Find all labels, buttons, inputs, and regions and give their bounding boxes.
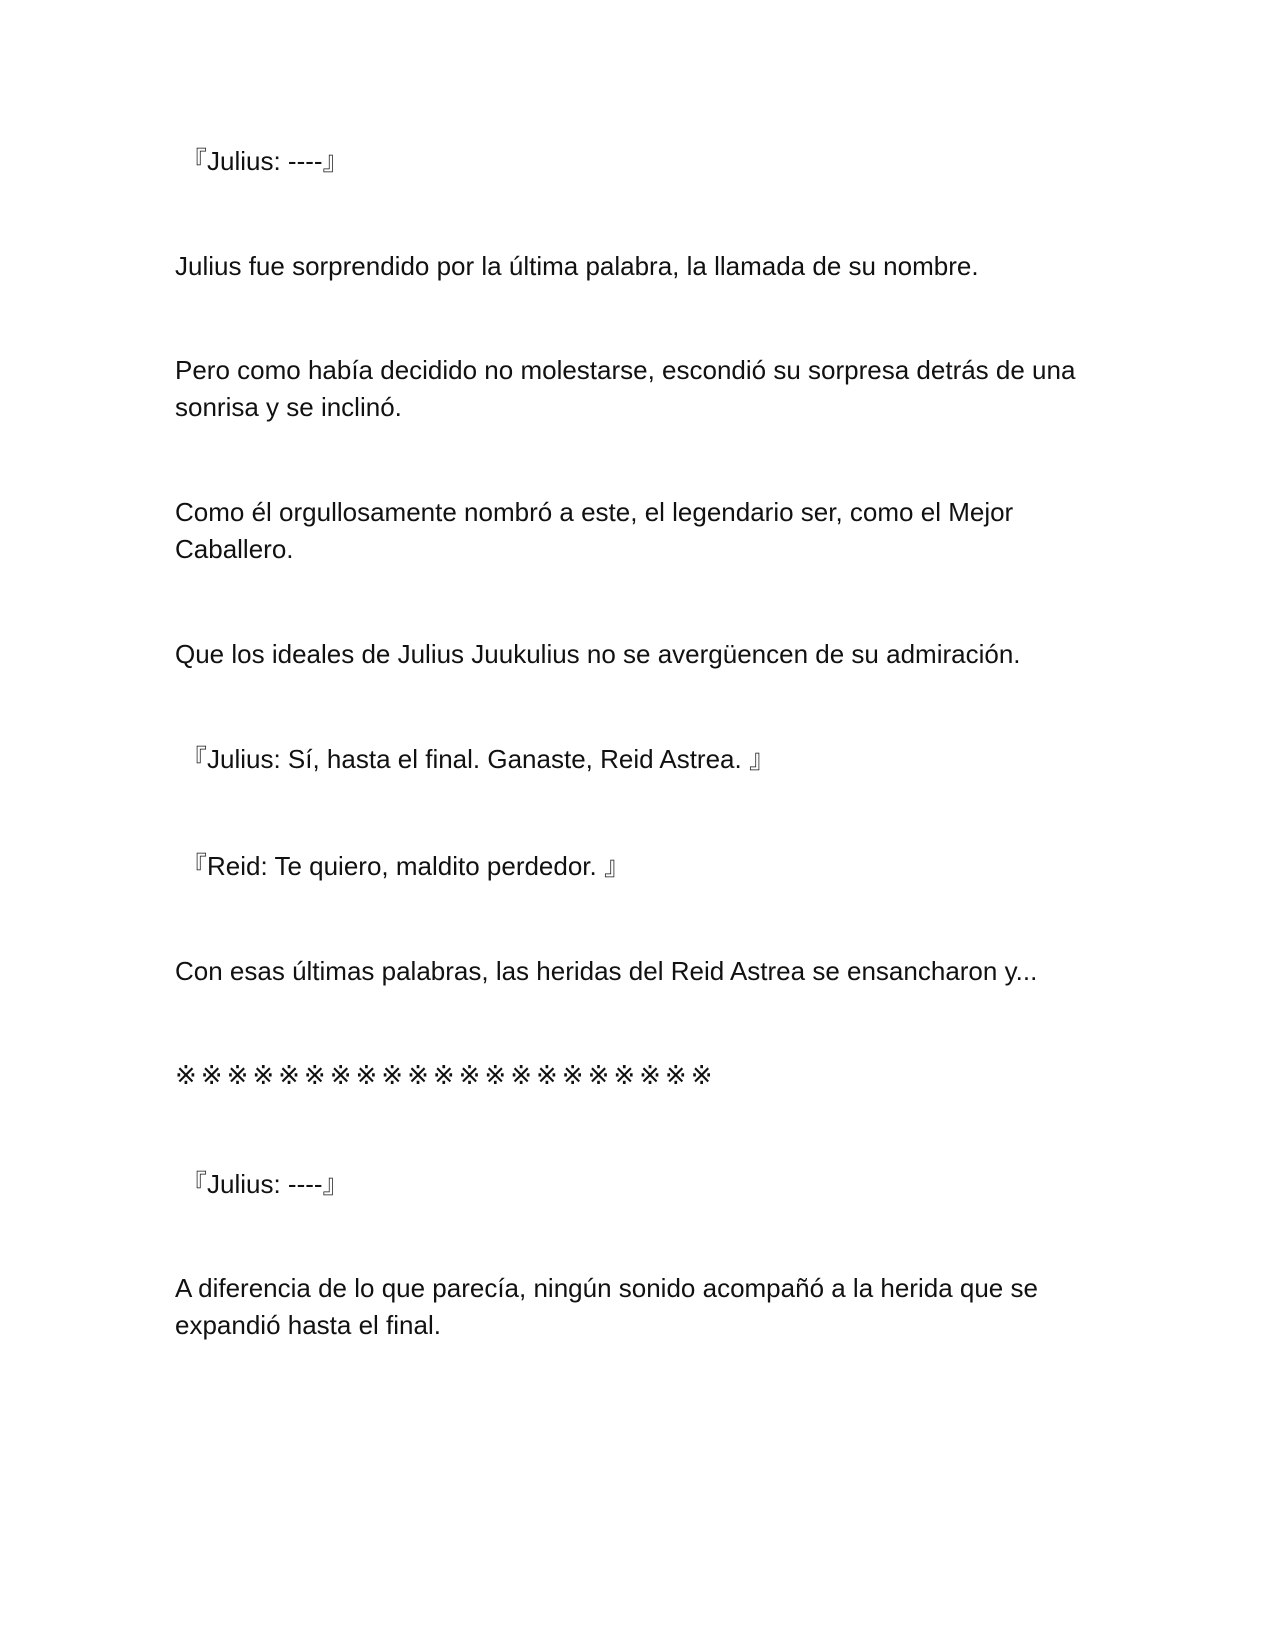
scene-separator: ※※※※※※※※※※※※※※※※※※※※※	[175, 1061, 717, 1091]
paragraph: Pero como había decidido no molestarse, escondió su sorpresa detrás de una sonrisa y se inclinó.	[175, 355, 1076, 422]
dialogue-line: 『Julius: ----』	[181, 1169, 349, 1199]
dialogue-line: 『Julius: ----』	[181, 146, 349, 176]
dialogue-line: 『Julius: Sí, hasta el final. Ganaste, Reid Astrea. 』	[181, 744, 775, 774]
dialogue-line: 『Reid: Te quiero, maldito perdedor. 』	[181, 851, 630, 881]
paragraph: Con esas últimas palabras, las heridas del Reid Astrea se ensancharon y...	[175, 956, 1038, 986]
paragraph: Julius fue sorprendido por la última palabra, la llamada de su nombre.	[175, 251, 979, 281]
paragraph: Como él orgullosamente nombró a este, el legendario ser, como el Mejor Caballero.	[175, 497, 1014, 564]
paragraph: Que los ideales de Julius Juukulius no se avergüencen de su admiración.	[175, 639, 1021, 669]
paragraph: A diferencia de lo que parecía, ningún sonido acompañó a la herida que se expandió hasta el final.	[175, 1273, 1038, 1340]
